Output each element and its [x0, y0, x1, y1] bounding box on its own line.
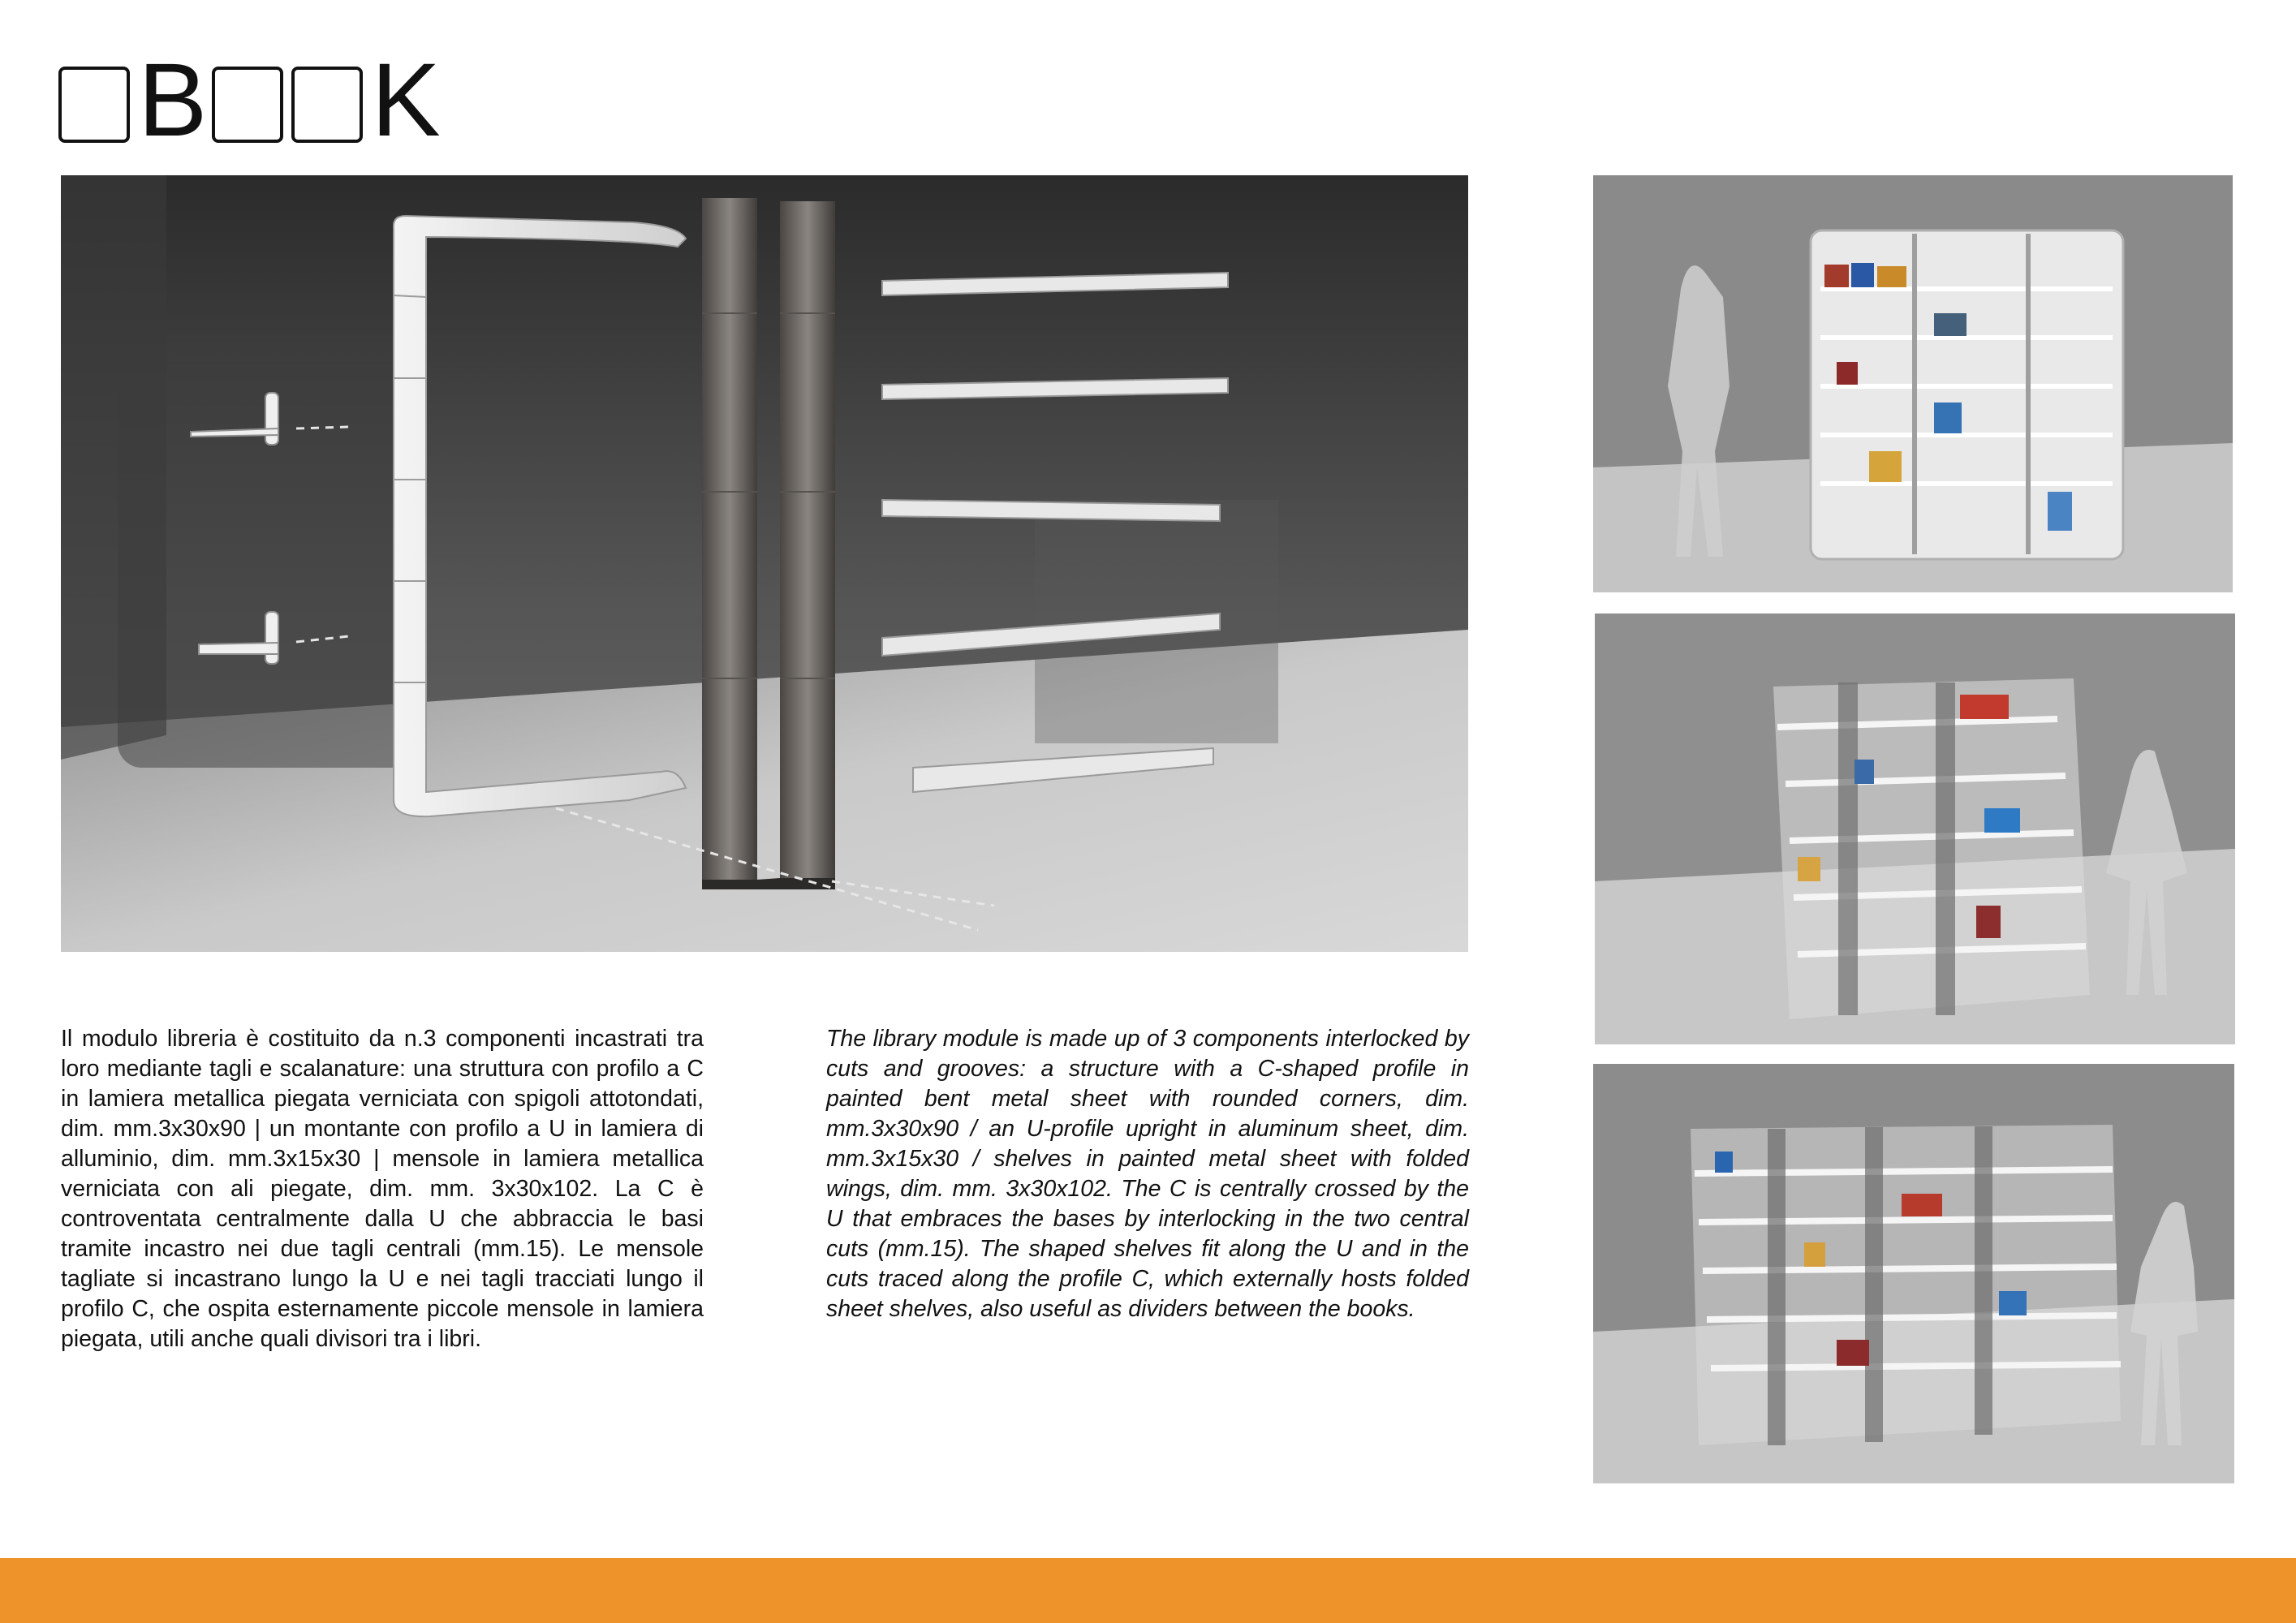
bookcase-render-angle [1595, 613, 2235, 1044]
bookcase-render-front [1593, 175, 2233, 592]
bookcase-render-wide [1593, 1064, 2234, 1483]
footer-accent-bar [0, 1558, 2296, 1623]
exploded-view-render [61, 175, 1468, 952]
description-italian: Il modulo libreria è costituito da n.3 componenti incastrati tra loro mediante tagli e scalanature: una struttura con profilo a C in lamiera metallica piegata verniciata con spigoli attotondati, dim. mm.3x30x90 | un montante con profilo a U in lamiera di alluminio, dim. mm.3x15x30 | mensole in lamiera metallica verniciata con ali piegate, dim. mm. 3x30x102. La C è controventata centralmente dalla U che abbraccia le basi tramite incastro nei due tagli centrali (mm.15). Le mensole tagliate si incastrano lungo la U e nei tagli tracciati lungo il profilo C, che ospita esternamente piccole mensole in lamiera piegata, utili anche quali divisori tra i libri. [61, 1026, 704, 1352]
logo-box-1 [58, 67, 130, 143]
logo [58, 42, 446, 158]
description-english: The library module is made up of 3 components interlocked by cuts and grooves: a structure with a C-shaped profile in painted bent metal sheet with rounded corners, dim. mm.3x30x90 / an U-profile upright in aluminum sheet, dim. mm.3x15x30 / shelves in painted metal sheet with folded wings, dim. mm. 3x30x102. The C is centrally crossed by the U that embraces the bases by interlocking in the two central cuts (mm.15). The shaped shelves fit along the U and in the cuts traced along the profile C, which externally hosts folded sheet shelves, also useful as dividers between the books. [826, 1026, 1469, 1322]
logo-letter-k: K [371, 42, 439, 158]
logo-box-3 [291, 67, 363, 143]
logo-letter-b: B [138, 42, 206, 158]
logo-box-2 [212, 67, 283, 143]
